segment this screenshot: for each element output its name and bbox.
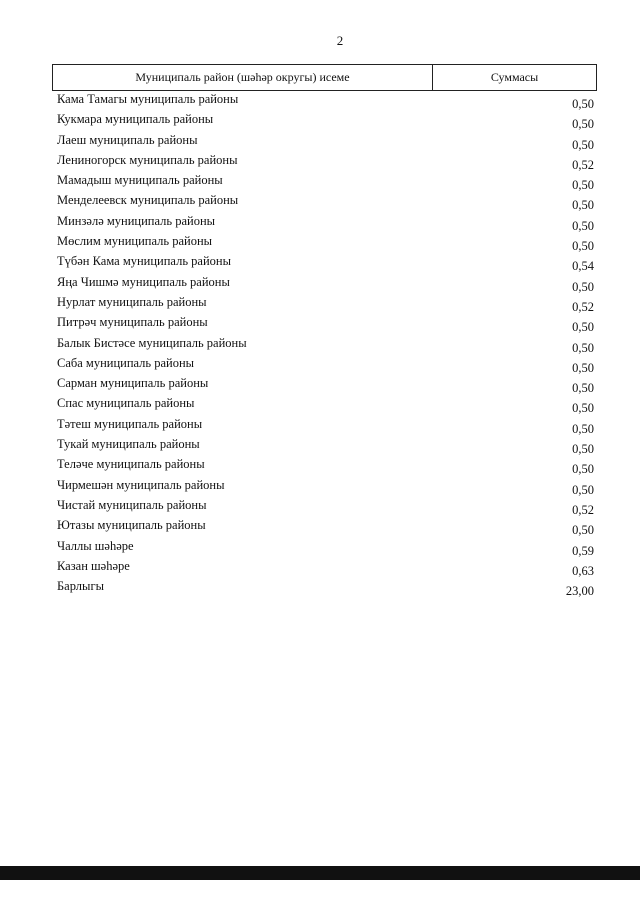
- column-header-sum: Суммасы: [490, 70, 539, 84]
- row-value: 0,59: [572, 543, 594, 558]
- table-row: [57, 559, 594, 579]
- row-value: 0,50: [572, 239, 594, 254]
- row-value: 0,50: [572, 421, 594, 436]
- row-name: Чирмешән муниципаль районы: [57, 477, 225, 492]
- row-value: 0,52: [572, 502, 594, 517]
- row-name: Чистай муниципаль районы: [57, 497, 207, 512]
- table-row: [57, 112, 594, 132]
- row-name: Спас муниципаль районы: [57, 396, 195, 411]
- row-name: Түбән Кама муниципаль районы: [57, 254, 231, 269]
- row-value: 0,50: [572, 523, 594, 538]
- row-value: 0,50: [572, 178, 594, 193]
- row-value: 0,50: [572, 462, 594, 477]
- row-value: 0,50: [572, 218, 594, 233]
- row-value: 0,50: [572, 482, 594, 497]
- row-name: Мамадыш муниципаль районы: [57, 173, 223, 188]
- row-value: 0,50: [572, 381, 594, 396]
- table-row: [57, 315, 594, 335]
- row-name: Казан шәһәре: [57, 558, 130, 573]
- row-value: 0,50: [572, 198, 594, 213]
- row-value: 0,50: [572, 442, 594, 457]
- row-value: 0,50: [572, 340, 594, 355]
- table-row: [57, 539, 594, 559]
- row-name: Балык Бистәсе муниципаль районы: [57, 335, 247, 350]
- table-row: [57, 356, 594, 376]
- table-header: [52, 64, 597, 91]
- row-value: 0,50: [572, 360, 594, 375]
- table-row: [57, 92, 594, 112]
- table-row: [57, 193, 594, 213]
- table-row: [57, 234, 594, 254]
- total-label: Барлыгы: [57, 579, 104, 594]
- table-row: [57, 376, 594, 396]
- scan-border-bar: [0, 866, 640, 880]
- row-name: Лениногорск муниципаль районы: [57, 152, 238, 167]
- row-name: Яңа Чишмә муниципаль районы: [57, 274, 230, 289]
- table-row: [57, 133, 594, 153]
- row-name: Ютазы муниципаль районы: [57, 518, 206, 533]
- row-value: 0,50: [572, 279, 594, 294]
- table-row: [57, 396, 594, 416]
- row-value: 0,50: [572, 137, 594, 152]
- row-name: Мөслим муниципаль районы: [57, 234, 213, 249]
- row-value: 0,52: [572, 157, 594, 172]
- row-name: Тукай муниципаль районы: [57, 437, 200, 452]
- table-row: [57, 457, 594, 477]
- table-row: [57, 498, 594, 518]
- row-name: Нурлат муниципаль районы: [57, 294, 207, 309]
- row-name: Тәтеш муниципаль районы: [57, 416, 203, 431]
- page-number: 2: [336, 33, 344, 48]
- table-row: [57, 518, 594, 538]
- table-row: [57, 214, 594, 234]
- row-value: 0,50: [572, 97, 594, 111]
- row-name: Сарман муниципаль районы: [57, 376, 209, 391]
- row-value: 0,54: [572, 259, 594, 274]
- row-name: Минзәлә муниципаль районы: [57, 213, 216, 228]
- row-name: Чаллы шәһәре: [57, 538, 134, 553]
- row-value: 0,50: [572, 117, 594, 132]
- row-name: Кукмара муниципаль районы: [57, 112, 214, 127]
- column-header-name: Муниципаль район (шәһәр округы) исеме: [53, 65, 433, 90]
- table-row: [57, 254, 594, 274]
- table-row-total: [57, 579, 594, 599]
- table-body: [57, 92, 594, 599]
- table-row: [57, 437, 594, 457]
- row-name: Менделеевск муниципаль районы: [57, 193, 239, 208]
- row-name: Кама Тамагы муниципаль районы: [57, 92, 239, 106]
- row-name: Саба муниципаль районы: [57, 355, 195, 370]
- table-row: [57, 478, 594, 498]
- row-name: Питрәч муниципаль районы: [57, 315, 208, 330]
- table-row: [57, 275, 594, 295]
- table-row: [57, 336, 594, 356]
- row-value: 0,52: [572, 299, 594, 314]
- table-row: [57, 153, 594, 173]
- total-value: 23,00: [565, 584, 594, 599]
- table-row: [57, 173, 594, 193]
- row-value: 0,50: [572, 320, 594, 335]
- table-row: [57, 417, 594, 437]
- row-name: Теләче муниципаль районы: [57, 457, 205, 472]
- row-value: 0,50: [572, 401, 594, 416]
- table-row: [57, 295, 594, 315]
- row-name: Лаеш муниципаль районы: [57, 132, 198, 147]
- row-value: 0,63: [572, 563, 594, 578]
